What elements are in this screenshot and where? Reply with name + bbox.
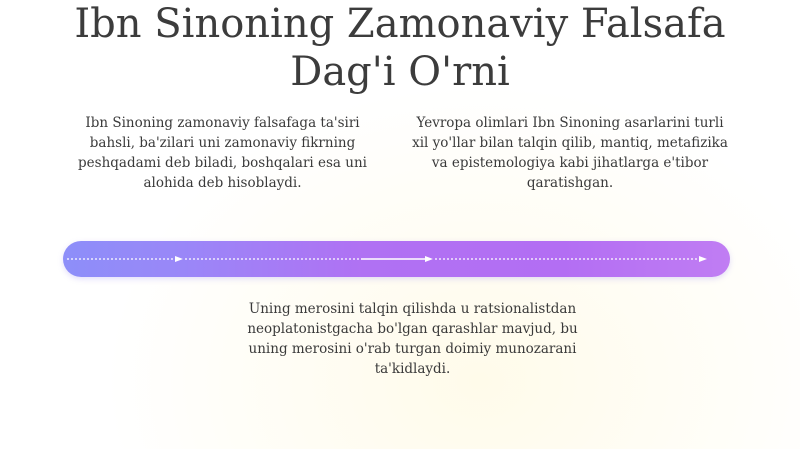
arrow-right-icon <box>175 256 183 262</box>
arrow-right-icon <box>425 256 433 262</box>
page-title <box>0 0 800 96</box>
paragraph-bottom: Uning merosini talqin qilishda u ratsionalistdan neoplatonistgacha bo'lgan qarashlar mavjud, bu uning merosini o'rab turgan doimiy munozarani ta'kidlaydi. <box>247 301 578 377</box>
timeline-bar <box>63 241 730 277</box>
title-line-1: Ibn Sinoning Zamonaviy Falsafa <box>74 1 726 47</box>
paragraph-right: Yevropa olimlari Ibn Sinoning asarlarini turli xil yo'llar bilan talqin qilib, mantiq, metafizika va epistemologiya kabi jihatlarga e'tibor qaratishgan. <box>412 115 728 191</box>
timeline-arrows <box>63 241 730 277</box>
paragraph-left: Ibn Sinoning zamonaviy falsafaga ta'siri bahsli, ba'zilari uni zamonaviy fikrning peshqadami deb biladi, boshqalari esa uni alohida deb hisoblaydi. <box>78 115 367 191</box>
arrow-right-icon <box>699 256 707 262</box>
title-line-2: Dag'i O'rni <box>290 49 510 95</box>
